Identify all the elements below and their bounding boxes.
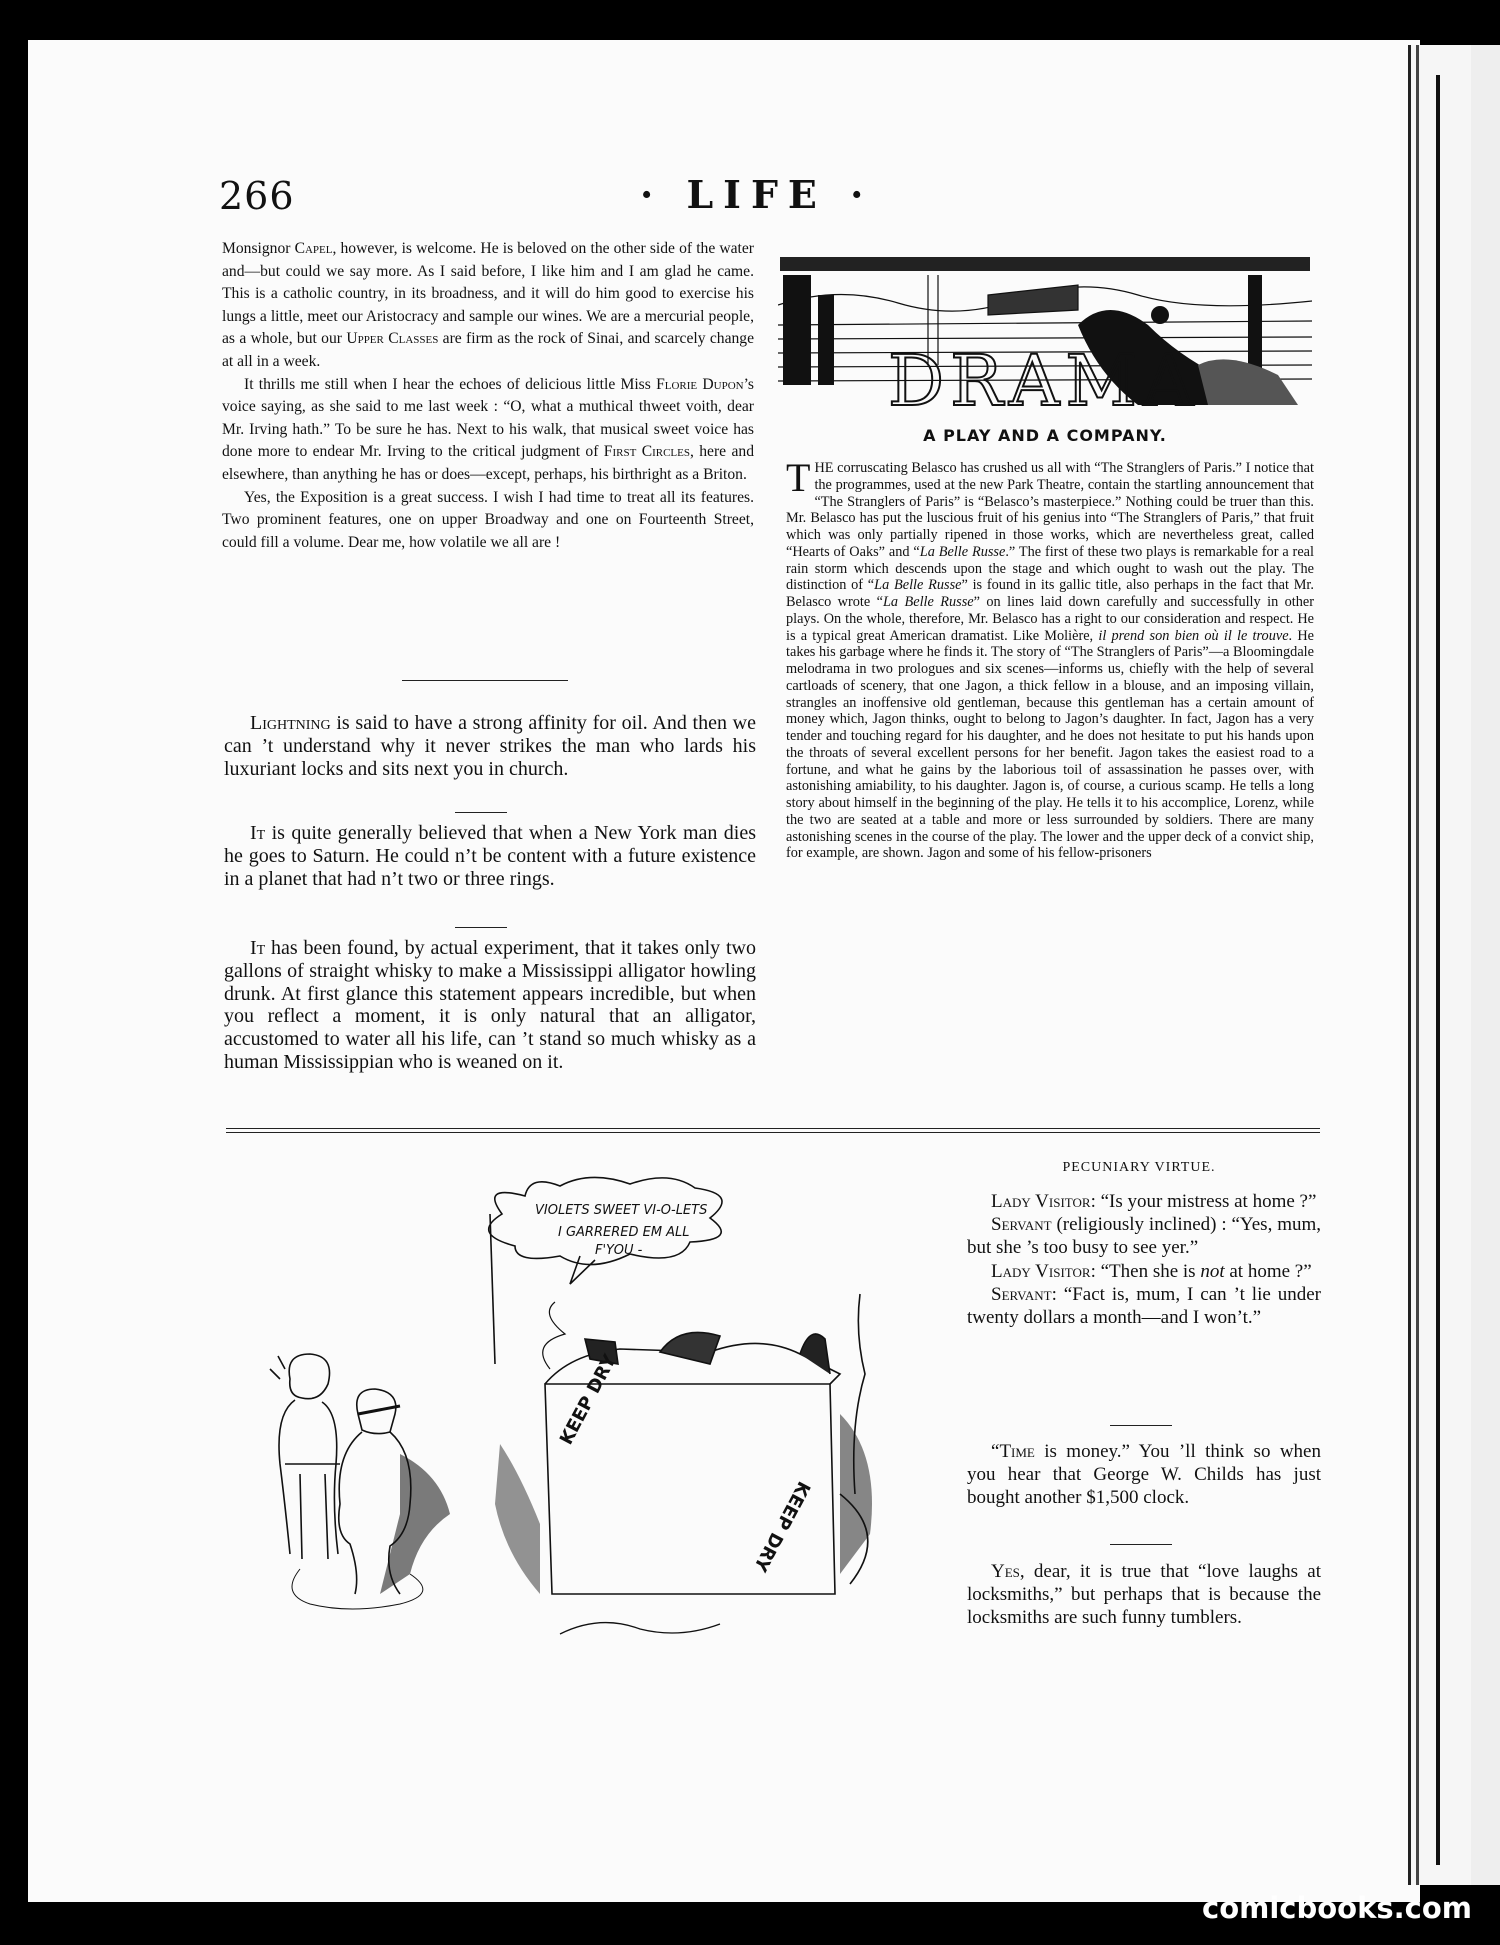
watermark: comicbooks.com: [1202, 1891, 1472, 1925]
squib-divider: [455, 927, 507, 928]
dialogue-line: Servant (religiously inclined) : “Yes, mum, but she ’s too busy to see yer.”: [967, 1214, 1321, 1259]
squib-divider: [1110, 1425, 1172, 1426]
dialogue-line: Lady Visitor: “Is your mistress at home ?”: [991, 1191, 1317, 1212]
exposition-paragraph: Yes, the Exposition is a great success. I wish I had time to treat all its features. Two prominent features, one on upper Broadway and one on Fourteenth Street, could fill a volume. Dear me, how volatile we all are !: [222, 488, 754, 551]
crate-label-side: KEEP DRY: [749, 1477, 815, 1575]
capel-paragraph: Monsignor Capel, however, is welcome. He is beloved on the other side of the water and—but could we say more. As I said before, I like him and I am glad he came. This is a catholic country, in its broadness, and it will do him good to exercise his lungs a little, meet our Aristocracy and sample our wines. We are a mercurial people, as a whole, but our Upper Classes are firm as the rock of Sinai, and scarcely change at all in a week.: [222, 240, 755, 370]
alligator-squib: [224, 937, 756, 1074]
artist-signature: [560, 1623, 720, 1634]
dupon-paragraph: It thrills me still when I hear the echoes of delicious little Miss Florie Dupon’s voice saying, as she said to me last week : “O, what a muthical thweet voith, dear Mr. Irving hath.” To be sure he has. Next to his walk, that musical sweet voice has done more to endear Mr. Irving to the critical judgment of First Circles, here and elsewhere, than anything he has or does—except, perhaps, his birthright as a Briton.: [222, 375, 754, 483]
drama-header-illustration: [778, 255, 1312, 416]
time-money-squib: [967, 1440, 1321, 1510]
crate-label-top: KEEP DRY: [555, 1351, 621, 1449]
squib-divider: [1110, 1544, 1172, 1545]
gossip-column: [222, 238, 754, 554]
time-money-text: “Time is money.” You ’ll think so when you hear that George W. Childs has just bought another $1,500 clock.: [967, 1441, 1321, 1509]
squib-divider: [455, 812, 507, 813]
facing-page-edge: [1408, 45, 1500, 1885]
drama-heading: A PLAY AND A COMPANY.: [923, 426, 1167, 445]
speech-line-2: I GARRERED EM ALL: [558, 1225, 690, 1240]
cartoon-illustration: [240, 1174, 940, 1654]
pecuniary-title: PECUNIARY VIRTUE.: [1062, 1160, 1216, 1175]
dialogue-line: Servant: “Fact is, mum, I can ’t lie under twenty dollars a month—and I won’t.”: [967, 1283, 1321, 1329]
speech-line-3: F'YOU -: [595, 1243, 643, 1258]
section-divider: [402, 680, 568, 681]
lightning-text: Lightning is said to have a strong affinity for oil. And then we can ’t understand why it never strikes the man who lards his luxuriant locks and sits next you in church.: [224, 712, 756, 780]
saturn-text: It is quite generally believed that when a New York man dies he goes to Saturn. He could n’t be content with a future existence in a planet that had n’t two or three rings.: [224, 822, 756, 890]
drama-art-title: DRAMA: [888, 340, 1200, 416]
page-number: 266: [219, 174, 295, 218]
speech-line-1: VIOLETS SWEET VI-O-LETS: [535, 1203, 708, 1218]
pecuniary-dialogue: [967, 1190, 1321, 1329]
locksmith-squib: [967, 1560, 1321, 1630]
drama-review: [786, 455, 1314, 862]
masthead-title: · LIFE ·: [640, 172, 874, 217]
alligator-text: It has been found, by actual experiment, that it takes only two gallons of straight whisky to make a Mississippi alligator howling drunk. At first glance this statement appears incredible, but when you reflect a moment, it is only natural that an alligator, accustomed to water all his life, can ’t stand so much whisky as a human Mississippian who is weaned on it.: [224, 937, 756, 1073]
lightning-squib: [224, 712, 756, 780]
saturn-squib: [224, 822, 756, 890]
dialogue-line: Lady Visitor: “Then she is not at home ?”: [991, 1260, 1312, 1282]
drop-cap: T: [786, 455, 811, 500]
divider-rule-top: [226, 1128, 1320, 1129]
divider-rule-bottom: [226, 1132, 1320, 1133]
locksmith-text: Yes, dear, it is true that “love laughs at locksmiths,” but perhaps that is because the locksmiths are such funny tumblers.: [967, 1561, 1321, 1629]
drama-body-text: HE corruscating Belasco has crushed us all with “The Stranglers of Paris.” I notice that the programmes, used at the new Park Theatre, contain the startling announcement that “The Stranglers of Paris” is “Belasco’s masterpiece.” Nothing could be truer than this. Mr. Belasco has put the luscious fruit of his genius into “The Stranglers of Paris,” that fruit which was only partially ripened in those works, which are nevertheless great, called “Hearts of Oaks” and “La Belle Russe.” The first of these two plays is remarkable for a real rain storm which descends upon the stage and which ought to wash out the play. The distinction of “La Belle Russe” is found in its gallic title, also perhaps in the fact that Mr. Belasco wrote “La Belle Russe” on lines laid down carefully and successfully in other plays. On the whole, therefore, Mr. Belasco has a right to our consideration and respect. He is a typical great American dramatist. Like Molière, il prend son bien où il le trouve. He takes his garbage where he finds it. The story of “The Stranglers of Paris”—a Bloomingdale melodrama in two prologues and six scenes—informs us, chiefly with the help of several cartloads of scenery, that one Jagon, a thick fellow in a blouse, and an imposing villain, strangles an inoffensive old gentleman, because this gentleman has a certain amount of money which, Jagon thinks, ought to belong to Jagon’s daughter. In fact, Jagon has a very tender and touching regard for his daughter, and he does not hesitate to put his hands upon the throats of several excellent persons for her benefit. Jagon takes the easiest road to a fortune, and what he gains by the laborious toil of assassination he passes over, with astonishing amiability, to his daughter. Jagon is, of course, a curious scamp. He tells a long story about himself in the beginning of the play. He tells it to his accomplice, Lorenz, while the two are seated at a table and more or less surrounded by soldiers. There are many astonishing scenes in the course of the play. The lower and the upper deck of a convict ship, for example, are shown. Jagon and some of his fellow-prisoners: [786, 460, 1314, 862]
